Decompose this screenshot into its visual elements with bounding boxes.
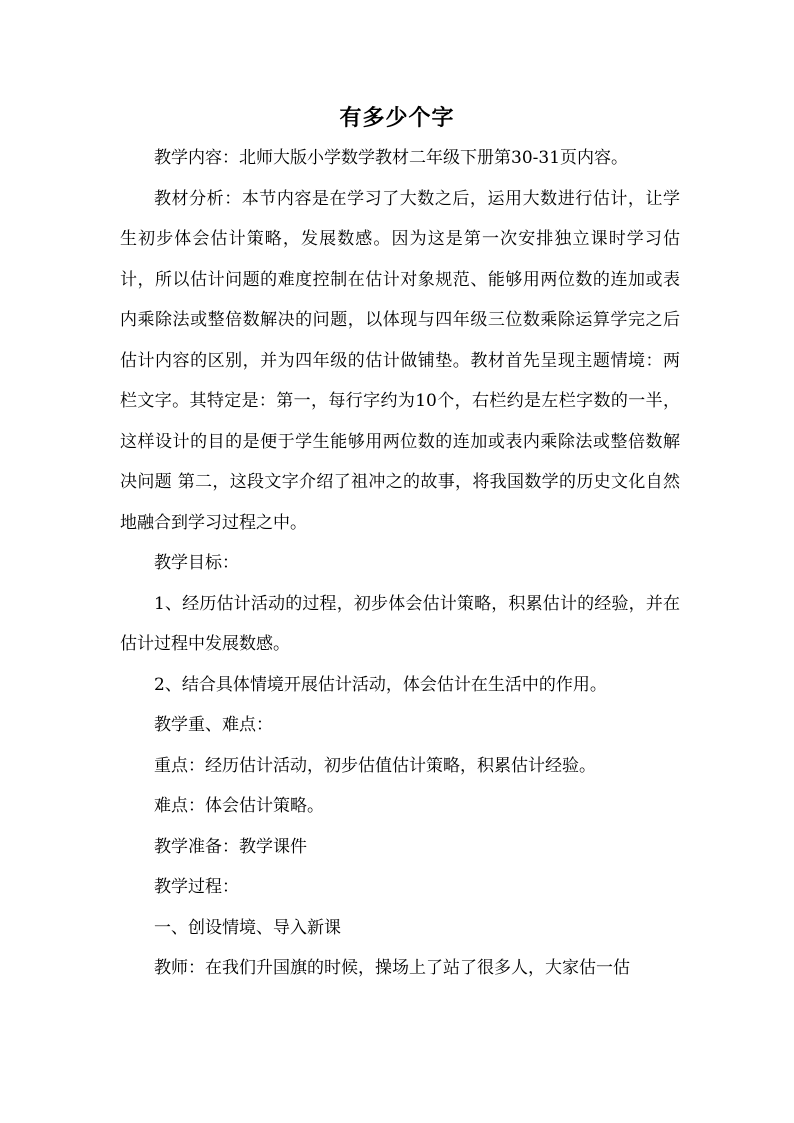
document-body [120, 138, 680, 989]
paragraph-objectives-heading: 教学目标： [154, 553, 239, 573]
paragraph-objective-2: 2、结合具体情境开展估计活动，体会估计在生活中的作用。 [154, 674, 607, 695]
paragraph-objective-1: 1、经历估计活动的过程，初步体会估计策略，积累估计的经验，并在估计过程中发展数感。 [120, 593, 680, 654]
paragraph-preparation: 教学准备：教学课件 [154, 836, 307, 857]
paragraph-teaching-content: 教学内容：北师大版小学数学教材二年级下册第30-31页内容。 [154, 148, 629, 168]
paragraph-key-points-heading: 教学重、难点： [154, 715, 273, 735]
paragraph-process-heading: 教学过程： [154, 877, 239, 897]
paragraph-teacher-intro: 教师：在我们升国旗的时候，操场上了站了很多人，大家估一估 [154, 958, 630, 978]
paragraph-difficulty: 难点：体会估计策略。 [154, 796, 324, 816]
paragraph-section-1-heading: 一、创设情境、导入新课 [154, 917, 341, 938]
document-title: 有多少个字 [339, 106, 455, 131]
paragraph-material-analysis: 教材分析：本节内容是在学习了大数之后，运用大数进行估计，让学生初步体会估计策略，发展数感。因为这是第一次安排独立课时学习估计，所以估计问题的难度控制在估计对象规范、能够用两位数的连加或表内乘除法或整倍数解决的问题，以体现与四年级三位数乘除运算学完之后估计内容的区别，并为四年级的估计做铺垫。教材首先呈现主题情境：两栏文字。其特定是：第一，每行字约为10个，右栏约是左栏字数的一半，这样设计的目的是便于学生能够用两位数的连加或表内乘除法或整倍数解决问题 第二，这段文字介绍了祖冲之的故事，将我国数学的历史文化自然地融合到学习过程之中。 [120, 188, 680, 533]
paragraph-key-point: 重点：经历估计活动，初步估值估计策略，积累估计经验。 [154, 755, 596, 776]
